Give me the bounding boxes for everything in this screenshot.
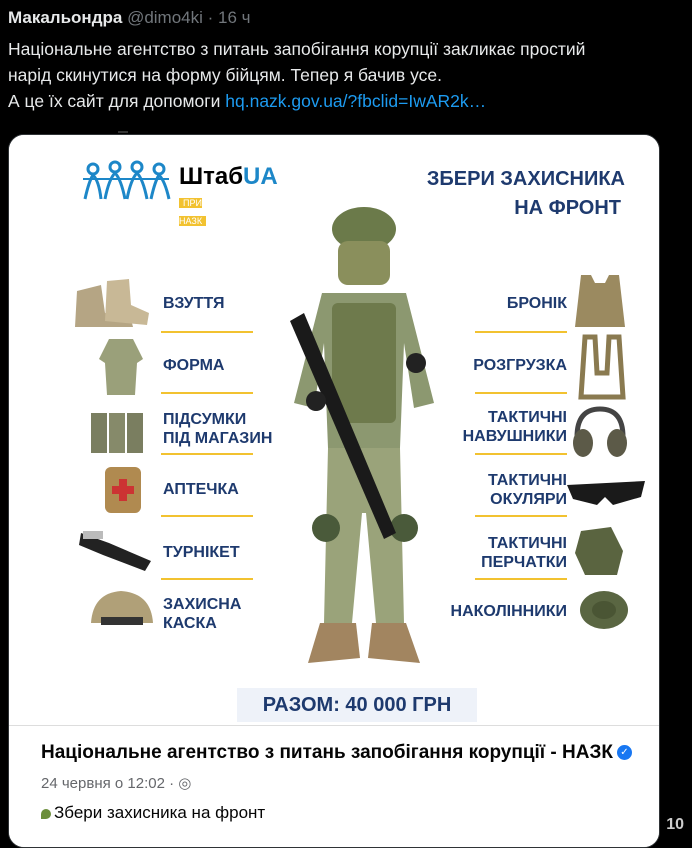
separator-line: [161, 331, 253, 333]
tweet-header: [8, 8, 251, 28]
item-label-line: ОКУЛЯРИ: [490, 491, 567, 508]
display-name[interactable]: Макальондра: [8, 8, 123, 27]
item-label-line: КАСКА: [163, 615, 217, 632]
poster-title-line-2: НА ФРОНТ: [514, 197, 621, 219]
boots-icon: [71, 275, 151, 330]
logo-text: Штаб: [179, 163, 244, 190]
knee-pads-icon: [577, 587, 631, 633]
item-label-line: ТАКТИЧНІ: [488, 409, 567, 426]
verified-badge-icon: ✓: [617, 745, 632, 760]
item-label-uniform: [163, 356, 224, 375]
separator-line: [475, 331, 567, 333]
item-label-line: БРОНІК: [506, 295, 567, 312]
glasses-icon: [565, 475, 647, 515]
tweet-text: [8, 36, 688, 114]
divider: [118, 131, 128, 133]
separator-line: [161, 453, 253, 455]
item-label-line: ЗАХИСНА: [163, 596, 242, 613]
user-handle[interactable]: @dimo4ki: [127, 8, 203, 27]
tweet-link[interactable]: hq.nazk.gov.ua/?fbclid=IwAR2k…: [225, 91, 487, 111]
item-label-line: ПІДСУМКИ: [163, 411, 247, 428]
item-label-vest: [473, 356, 567, 375]
item-label-armor: [507, 294, 567, 313]
item-label-line: НАКОЛІННИКИ: [450, 603, 567, 620]
item-label-line: ТАКТИЧНІ: [488, 535, 567, 552]
fb-post-text: [41, 803, 265, 823]
separator-line: [161, 578, 253, 580]
item-label-line: РОЗГРУЗКА: [473, 357, 567, 374]
item-label-line: АПТЕЧКА: [163, 481, 239, 498]
logo-ua: UA: [243, 163, 278, 190]
poster-image: [9, 135, 659, 725]
separator-line: [475, 578, 567, 580]
separator-line: [161, 515, 253, 517]
logo-subtitle: ПРИ НАЗК: [179, 198, 206, 226]
headphones-icon: [569, 403, 631, 465]
item-label-tourniquet: [163, 543, 240, 562]
fb-page-title[interactable]: [41, 742, 632, 764]
fb-post-text-content: Збери захисника на фронт: [54, 803, 266, 822]
watermark: 10: [666, 816, 684, 833]
gloves-icon: [571, 523, 629, 579]
people-logo-icon: [81, 159, 171, 205]
total-price: РАЗОМ: 40 000 ГРН: [237, 688, 477, 722]
first-aid-kit-icon: [101, 461, 145, 517]
fb-post-date[interactable]: [41, 774, 191, 792]
item-label-line: НАВУШНИКИ: [462, 428, 567, 445]
separator-line: [475, 392, 567, 394]
globe-icon: ◎: [178, 775, 192, 792]
separator-line: [475, 453, 567, 455]
body-armor-icon: [571, 271, 629, 333]
item-label-knee-pads: [451, 602, 567, 621]
item-label-line: ФОРМА: [163, 357, 225, 374]
tweet-line-2: нарід скинутися на форму бійцям. Тепер я бачив усе.: [8, 65, 442, 85]
tweet-line-3-prefix: А це їх сайт для допомоги: [8, 91, 226, 111]
soldier-figure: [264, 203, 464, 678]
leaf-icon: [41, 809, 51, 819]
item-label-line: ТАКТИЧНІ: [488, 472, 567, 489]
tweet-line-1: Національне агентство з питань запобігання корупції закликає простий: [8, 39, 586, 59]
item-label-line: ПІД МАГАЗИН: [163, 430, 273, 447]
load-vest-icon: [577, 333, 627, 401]
item-label-first-aid: [163, 480, 239, 499]
item-label-gloves: [481, 534, 567, 572]
fb-page-name[interactable]: Національне агентство з питань запобігання корупції - НАЗК: [41, 742, 613, 763]
item-label-helmet: [163, 595, 241, 633]
facebook-post-footer: [9, 725, 659, 848]
item-label-line: ПЕРЧАТКИ: [481, 554, 567, 571]
separator-line: [475, 515, 567, 517]
timestamp[interactable]: 16 ч: [218, 8, 251, 27]
tweet-line-3: [8, 88, 688, 114]
item-label-line: ВЗУТТЯ: [163, 295, 225, 312]
item-label-line: ТУРНІКЕТ: [163, 544, 240, 561]
mag-pouches-icon: [87, 405, 149, 455]
helmet-icon: [85, 587, 157, 637]
item-label-headphones: [463, 408, 567, 446]
item-label-boots: [163, 294, 225, 313]
fb-date-text: 24 червня о 12:02 ·: [41, 775, 175, 792]
tourniquet-icon: [75, 525, 155, 575]
facebook-post-card[interactable]: [8, 134, 660, 848]
uniform-icon: [97, 335, 145, 399]
separator-line: [161, 392, 253, 394]
item-label-pouches: [163, 410, 272, 448]
poster-title-line-1: ЗБЕРИ ЗАХИСНИКА: [426, 168, 625, 190]
item-label-glasses: [488, 471, 567, 509]
separator: ·: [207, 8, 214, 27]
